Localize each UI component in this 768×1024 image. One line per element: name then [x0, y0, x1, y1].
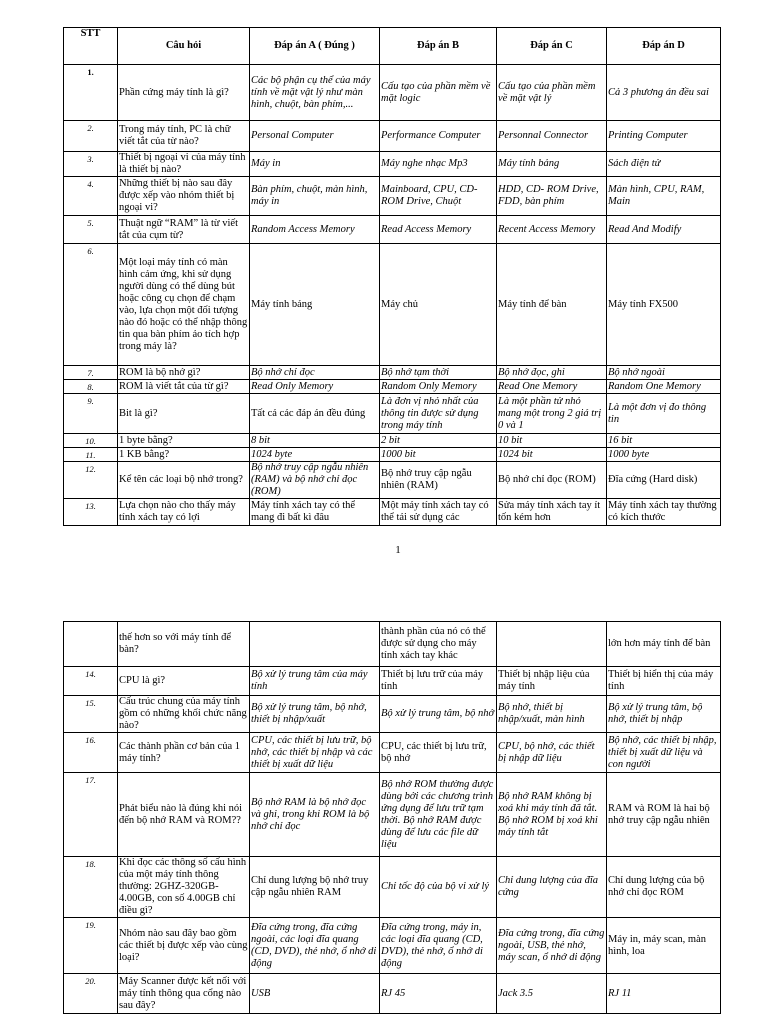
question-number: 18. [64, 857, 118, 918]
answer-c: Sửa máy tính xách tay ít tốn kém hơn [497, 499, 607, 526]
question-number [64, 622, 118, 667]
table-row [64, 394, 721, 434]
answer-b: thành phần của nó có thể được sử dụng cho máy tính xách tay khác [380, 622, 497, 667]
answer-a: Random Access Memory [250, 216, 380, 244]
answer-b: 2 bit [380, 434, 497, 448]
answer-a: Máy tính bảng [250, 244, 380, 366]
question-number: 8. [64, 380, 118, 394]
answer-d: Máy tính xách tay thường có kích thước [607, 499, 721, 526]
answer-a: CPU, các thiết bị lưu trữ, bộ nhớ, các thiết bị nhập và các thiết bị xuất dữ liệu [250, 733, 380, 773]
answer-c: Bộ nhớ, thiết bị nhập/xuất, màn hình [497, 696, 607, 733]
answer-b: Performance Computer [380, 121, 497, 152]
answer-d: RAM và ROM là hai bộ nhớ truy cập ngẫu nhiên [607, 773, 721, 857]
header-answer-b: Đáp án B [380, 28, 497, 65]
answer-c: 1024 bit [497, 448, 607, 462]
table-row [64, 448, 721, 462]
answer-b: Bộ nhớ tạm thời [380, 366, 497, 380]
question-text: Kể tên các loại bộ nhớ trong? [118, 462, 250, 499]
question-number: 9. [64, 394, 118, 434]
answer-b: Một máy tính xách tay có thể tải sử dụng các [380, 499, 497, 526]
answer-b: 1000 bit [380, 448, 497, 462]
question-number: 5. [64, 216, 118, 244]
question-text: 1 KB bằng? [118, 448, 250, 462]
table-row [64, 499, 721, 526]
answer-b: Máy chủ [380, 244, 497, 366]
table-row [64, 622, 721, 667]
answer-d: lớn hơn máy tính để bàn [607, 622, 721, 667]
answer-c: Bộ nhớ đọc, ghi [497, 366, 607, 380]
question-text: Một loại máy tính có màn hình cảm ứng, khi sử dụng người dùng có thể dùng bút hoặc công cụ chọn để chạm vào, lựa chọn một đối tượng nào đó hoặc có thể nhập thông tin qua bàn phím ảo tích hợp trong máy là? [118, 244, 250, 366]
table-row [64, 434, 721, 448]
answer-b: Chỉ tốc độ của bộ vi xử lý [380, 857, 497, 918]
question-number: 12. [64, 462, 118, 499]
answer-c: Đĩa cứng trong, đĩa cứng ngoài, USB, thẻ nhớ, máy scan, ổ nhớ di động [497, 918, 607, 974]
answer-a: USB [250, 974, 380, 1014]
answer-d: Máy in, máy scan, màn hình, loa [607, 918, 721, 974]
answer-d: Sách điện tử [607, 152, 721, 177]
answer-d: Là một đơn vị đo thông tin [607, 394, 721, 434]
question-number: 6. [64, 244, 118, 366]
table-row [64, 773, 721, 857]
question-text: Khi đọc các thông số cấu hình của một máy tính thông thường: 2GHZ-320GB-4.00GB, con số 4.00GB chỉ điều gì? [118, 857, 250, 918]
answer-c: Personnal Connector [497, 121, 607, 152]
table-row [64, 733, 721, 773]
table-row [64, 121, 721, 152]
question-number: 2. [64, 121, 118, 152]
table-row [64, 918, 721, 974]
answer-d: RJ 11 [607, 974, 721, 1014]
question-table-page-2 [63, 621, 721, 1014]
question-number: 20. [64, 974, 118, 1014]
question-text: Cấu trúc chung của máy tính gồm có những khối chức năng nào? [118, 696, 250, 733]
answer-b: Random Only Memory [380, 380, 497, 394]
answer-a: Bộ nhớ truy cập ngẫu nhiên (RAM) và bộ nhớ chỉ đọc (ROM) [250, 462, 380, 499]
table-row [64, 244, 721, 366]
answer-d: Bộ nhớ, các thiết bị nhập, thiết bị xuất dữ liệu và con người [607, 733, 721, 773]
answer-c: Là một phần tử nhỏ mang một trong 2 giá trị 0 và 1 [497, 394, 607, 434]
answer-d: 16 bit [607, 434, 721, 448]
question-text: thế hơn so với máy tính để bàn? [118, 622, 250, 667]
question-text: ROM là bộ nhớ gì? [118, 366, 250, 380]
answer-c: Bộ nhớ chỉ đọc (ROM) [497, 462, 607, 499]
answer-b: Thiết bị lưu trữ của máy tính [380, 667, 497, 696]
answer-d: Chỉ dung lượng của bộ nhớ chỉ đọc ROM [607, 857, 721, 918]
answer-c: HDD, CD- ROM Drive, FDD, bàn phím [497, 177, 607, 216]
answer-d: Bộ nhớ ngoài [607, 366, 721, 380]
table-row [64, 152, 721, 177]
answer-d: Màn hình, CPU, RAM, Main [607, 177, 721, 216]
question-number: 7. [64, 366, 118, 380]
question-text: Thiết bị ngoại vi của máy tính là thiết bị nào? [118, 152, 250, 177]
header-answer-c: Đáp án C [497, 28, 607, 65]
table-row [64, 177, 721, 216]
answer-d: 1000 byte [607, 448, 721, 462]
table-row [64, 65, 721, 121]
answer-d: Printing Computer [607, 121, 721, 152]
question-text: Lựa chọn nào cho thấy máy tính xách tay có lợi [118, 499, 250, 526]
question-number: 4. [64, 177, 118, 216]
answer-b: Bộ nhớ ROM thường được dùng bởi các chương trình ứng dụng để lưu trữ tạm thời. Bộ nhớ RAM được dùng để lưu các file dữ liệu [380, 773, 497, 857]
question-text: Những thiết bị nào sau đây được xếp vào nhóm thiết bị ngoại vi? [118, 177, 250, 216]
answer-c: Bộ nhớ RAM không bị xoá khi máy tính đã tắt. Bộ nhớ ROM bị xoá khi máy tính tắt [497, 773, 607, 857]
answer-b: RJ 45 [380, 974, 497, 1014]
question-number: 13. [64, 499, 118, 526]
answer-a: Máy tính xách tay có thể mang đi bất kì đâu [250, 499, 380, 526]
question-number: 11. [64, 448, 118, 462]
question-text: ROM là viết tắt của từ gì? [118, 380, 250, 394]
table-row [64, 366, 721, 380]
answer-d: Read And Modify [607, 216, 721, 244]
answer-b: Bộ xử lý trung tâm, bộ nhớ [380, 696, 497, 733]
answer-c: Recent Access Memory [497, 216, 607, 244]
answer-c: Jack 3.5 [497, 974, 607, 1014]
answer-a: Bộ nhớ RAM là bộ nhớ đọc và ghi, trong khi ROM là bộ nhớ chỉ đọc [250, 773, 380, 857]
answer-d: Máy tính FX500 [607, 244, 721, 366]
question-text: Các thành phần cơ bản của 1 máy tính? [118, 733, 250, 773]
question-text: Nhóm nào sau đây bao gồm các thiết bị được xếp vào cùng loại? [118, 918, 250, 974]
answer-b: Máy nghe nhạc Mp3 [380, 152, 497, 177]
header-stt: STT [64, 28, 118, 65]
header-answer-a: Đáp án A ( Đúng ) [250, 28, 380, 65]
answer-b: Là đơn vị nhỏ nhất của thông tin được sử dụng trong máy tính [380, 394, 497, 434]
question-number: 1. [64, 65, 118, 121]
table-row [64, 696, 721, 733]
answer-c: Chỉ dung lượng của đĩa cứng [497, 857, 607, 918]
answer-c: Read One Memory [497, 380, 607, 394]
question-number: 10. [64, 434, 118, 448]
question-number: 16. [64, 733, 118, 773]
answer-b: CPU, các thiết bị lưu trữ, bộ nhớ [380, 733, 497, 773]
answer-a: Read Only Memory [250, 380, 380, 394]
question-number: 14. [64, 667, 118, 696]
answer-d: Cả 3 phương án đều sai [607, 65, 721, 121]
answer-d: Random One Memory [607, 380, 721, 394]
answer-a: Bàn phím, chuột, màn hình, máy in [250, 177, 380, 216]
answer-b: Cấu tạo của phần mềm về mặt logic [380, 65, 497, 121]
table-row [64, 974, 721, 1014]
table-body-page-1 [64, 65, 721, 526]
answer-a: Bộ xử lý trung tâm, bộ nhớ, thiết bị nhập/xuất [250, 696, 380, 733]
answer-d: Bộ xử lý trung tâm, bộ nhớ, thiết bị nhập [607, 696, 721, 733]
table-row [64, 667, 721, 696]
answer-c: Thiết bị nhập liệu của máy tính [497, 667, 607, 696]
question-text: 1 byte bằng? [118, 434, 250, 448]
question-number: 15. [64, 696, 118, 733]
answer-a: Tất cả các đáp án đều đúng [250, 394, 380, 434]
answer-d: Thiết bị hiển thị của máy tính [607, 667, 721, 696]
question-text: Trong máy tính, PC là chữ viết tắt của từ nào? [118, 121, 250, 152]
answer-b: Bộ nhớ truy cập ngẫu nhiên (RAM) [380, 462, 497, 499]
header-answer-d: Đáp án D [607, 28, 721, 65]
answer-d: Đĩa cứng (Hard disk) [607, 462, 721, 499]
answer-a: 8 bit [250, 434, 380, 448]
answer-a: Bộ xử lý trung tâm của máy tính [250, 667, 380, 696]
answer-a: Các bộ phận cụ thể của máy tính về mặt vật lý như màn hình, chuột, bàn phím,... [250, 65, 380, 121]
question-text: Phần cứng máy tính là gì? [118, 65, 250, 121]
answer-a: Chỉ dung lượng bộ nhớ truy cập ngẫu nhiên RAM [250, 857, 380, 918]
question-number: 3. [64, 152, 118, 177]
answer-a: Đĩa cứng trong, đĩa cứng ngoài, các loại đĩa quang (CD, DVD), thẻ nhớ, ổ nhớ di động [250, 918, 380, 974]
answer-c [497, 622, 607, 667]
question-text: Thuật ngữ “RAM” là từ viết tắt của cụm từ? [118, 216, 250, 244]
question-text: Bit là gì? [118, 394, 250, 434]
answer-b: Mainboard, CPU, CD-ROM Drive, Chuột [380, 177, 497, 216]
answer-a: Bộ nhớ chỉ đọc [250, 366, 380, 380]
question-text: Phát biểu nào là đúng khi nói đến bộ nhớ RAM và ROM?? [118, 773, 250, 857]
answer-c: 10 bit [497, 434, 607, 448]
question-text: CPU là gì? [118, 667, 250, 696]
answer-b: Read Access Memory [380, 216, 497, 244]
table-row [64, 380, 721, 394]
answer-c: Cấu tạo của phần mềm về mặt vật lý [497, 65, 607, 121]
answer-c: Máy tính để bàn [497, 244, 607, 366]
answer-a: Personal Computer [250, 121, 380, 152]
answer-a: Máy in [250, 152, 380, 177]
answer-b: Đĩa cứng trong, máy in, các loại đĩa quang (CD, DVD), thẻ nhớ, ổ nhớ di động [380, 918, 497, 974]
table-row [64, 216, 721, 244]
question-text: Máy Scanner được kết nối với máy tính thông qua cổng nào sau đây? [118, 974, 250, 1014]
answer-a [250, 622, 380, 667]
answer-c: CPU, bộ nhớ, các thiết bị nhập dữ liệu [497, 733, 607, 773]
question-table-page-1 [63, 27, 721, 526]
answer-c: Máy tính bảng [497, 152, 607, 177]
page-number: 1 [395, 544, 401, 556]
table-row [64, 462, 721, 499]
header-question: Câu hỏi [118, 28, 250, 65]
question-number: 19. [64, 918, 118, 974]
table-row [64, 857, 721, 918]
table-body-page-2 [64, 622, 721, 1014]
question-number: 17. [64, 773, 118, 857]
answer-a: 1024 byte [250, 448, 380, 462]
